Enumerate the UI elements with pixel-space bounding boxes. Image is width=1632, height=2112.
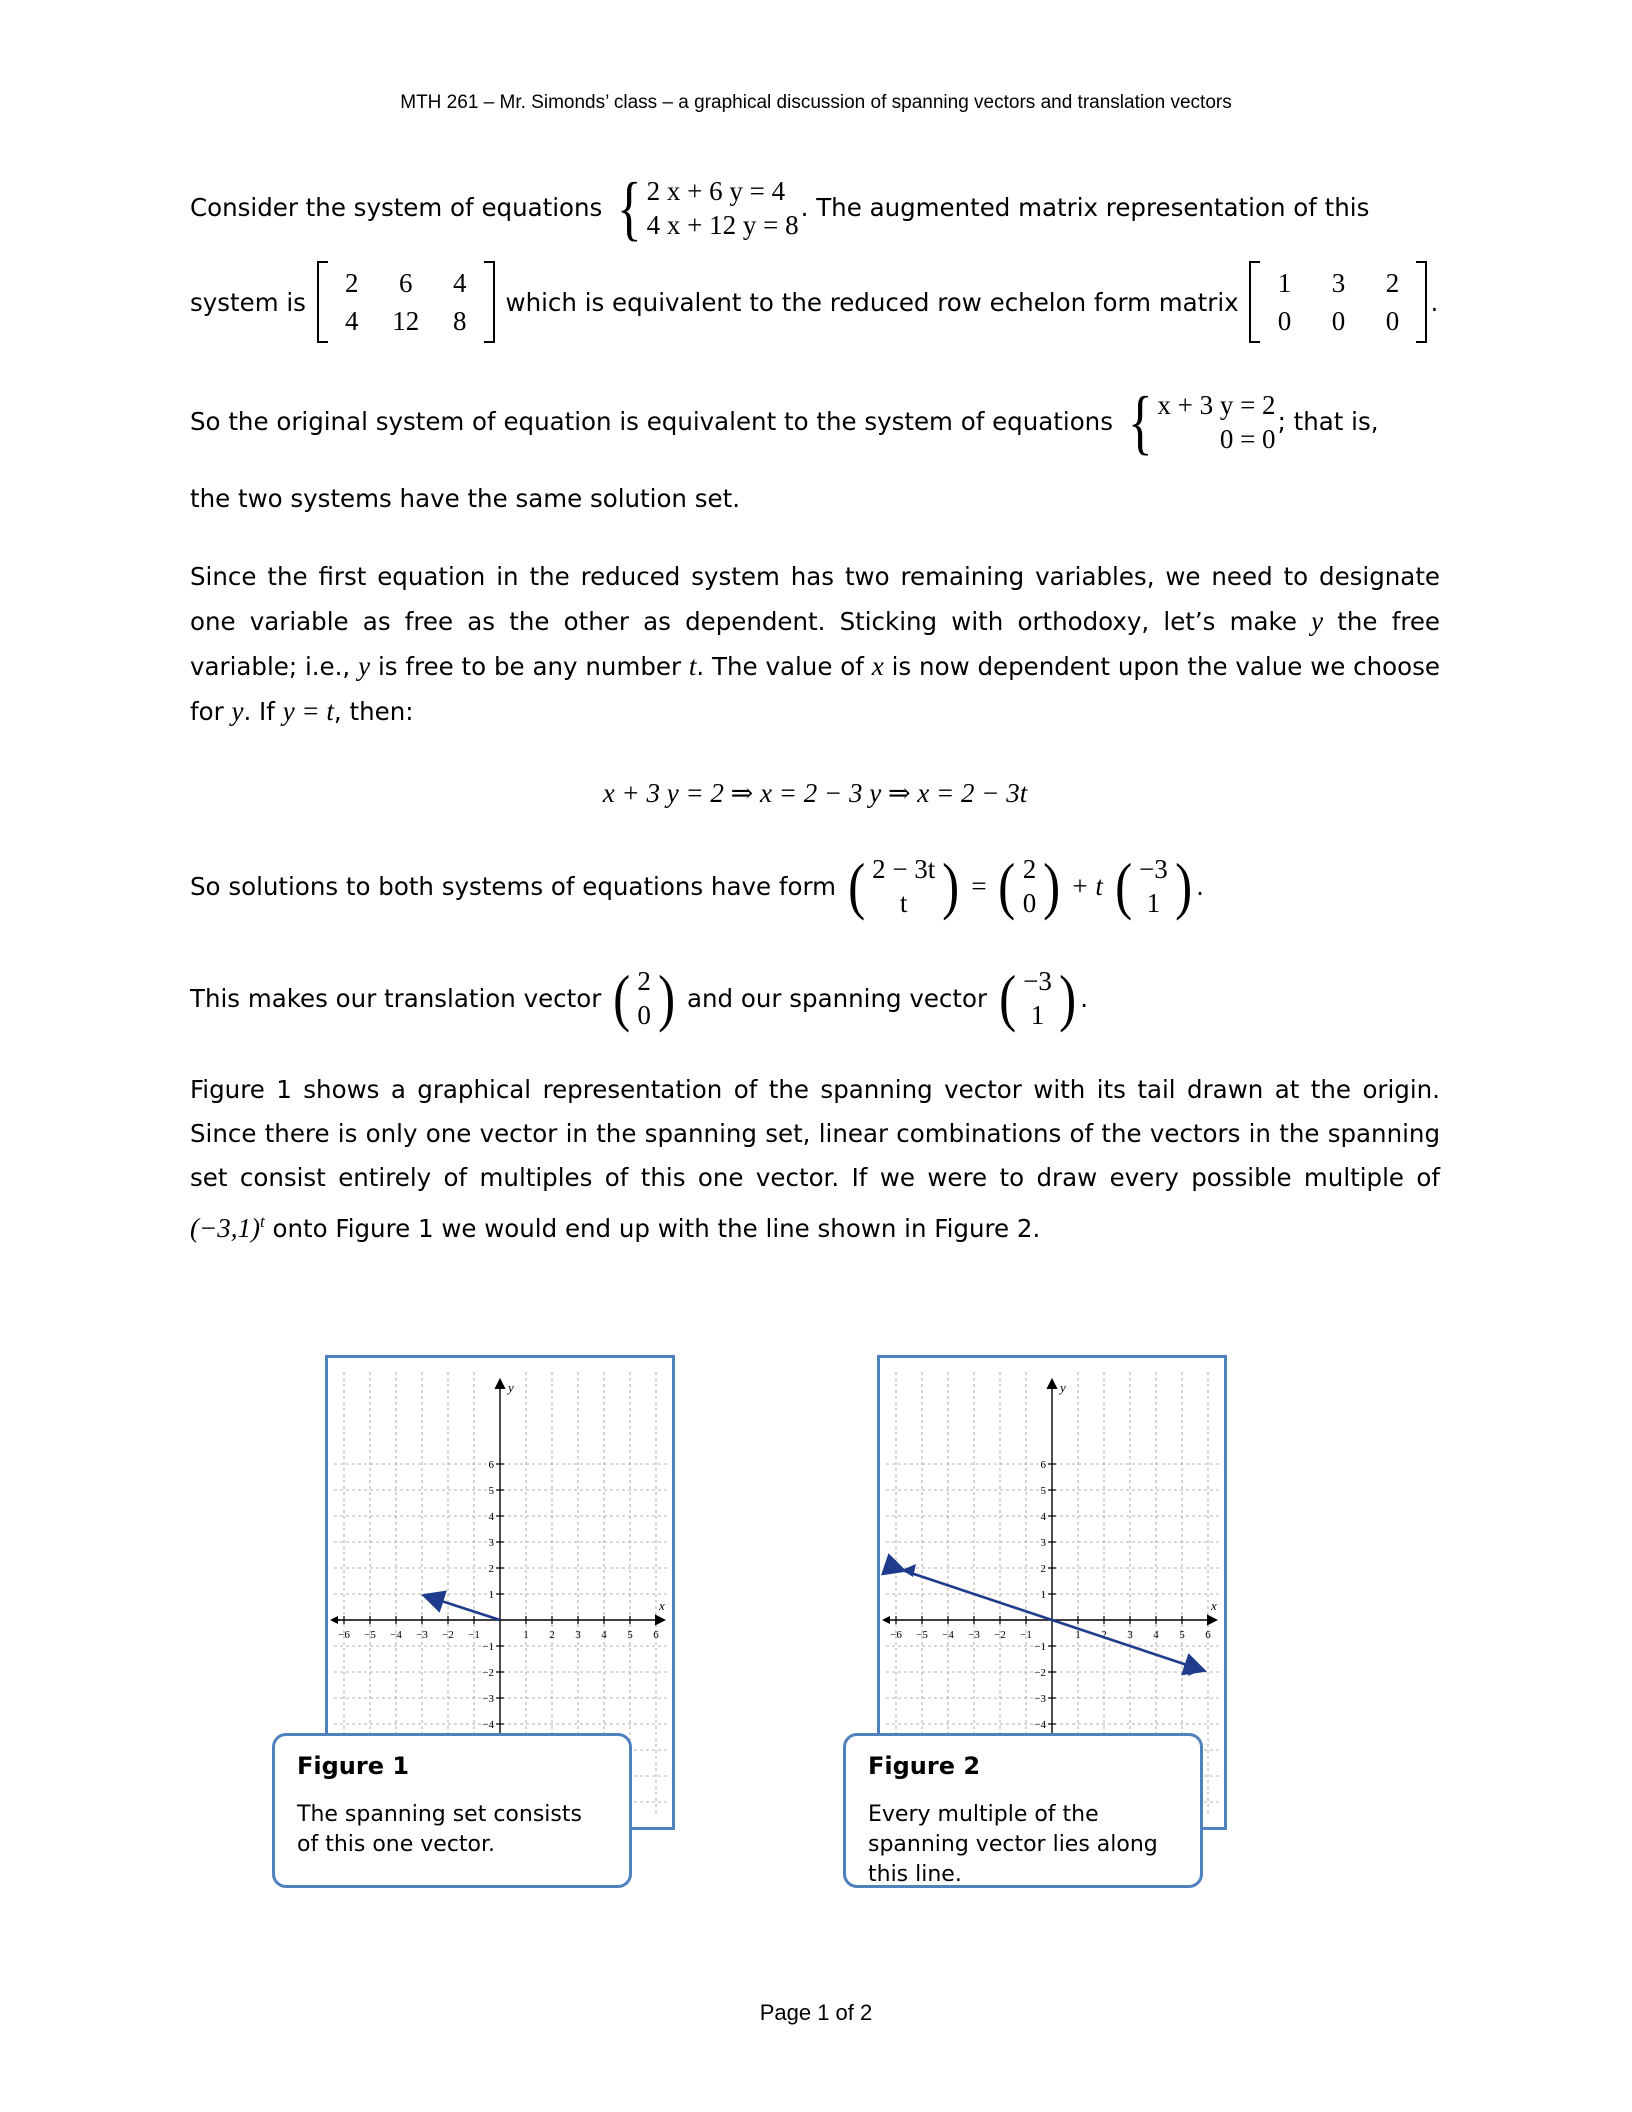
vector-parametric bbox=[846, 849, 962, 921]
svg-text:4: 4 bbox=[1040, 1511, 1046, 1523]
svg-text:2: 2 bbox=[1101, 1629, 1107, 1641]
var-x: x bbox=[871, 651, 884, 681]
svg-text:1: 1 bbox=[1075, 1629, 1081, 1641]
paren-right-icon: ) bbox=[658, 961, 676, 1033]
svg-text:−4: −4 bbox=[1034, 1719, 1046, 1731]
paren-right-icon: ) bbox=[1174, 849, 1192, 921]
paragraph-same-solution-set: the two systems have the same solution set. bbox=[190, 484, 740, 513]
svg-text:−2: −2 bbox=[1034, 1667, 1046, 1679]
svg-text:3: 3 bbox=[1127, 1629, 1133, 1641]
plus-sign: + bbox=[1072, 871, 1088, 901]
svg-text:−3: −3 bbox=[1034, 1693, 1046, 1705]
aug-r0c0: 2 bbox=[344, 268, 359, 298]
paren-right-icon: ) bbox=[1043, 849, 1061, 921]
text-this-makes: This makes our translation vector bbox=[190, 984, 602, 1013]
paragraph-free-variable bbox=[190, 555, 1440, 734]
svg-text:x: x bbox=[1211, 1598, 1217, 1613]
svg-text:−4: −4 bbox=[482, 1719, 494, 1731]
vector-translation-inline bbox=[996, 849, 1062, 921]
trans-top: 2 bbox=[637, 966, 651, 996]
vec-param-bottom: t bbox=[899, 888, 908, 918]
paragraph-matrices bbox=[190, 263, 1440, 345]
bracket-right-icon bbox=[484, 261, 495, 343]
paren-left-icon: ( bbox=[613, 961, 631, 1033]
brace-icon: { bbox=[1127, 381, 1153, 462]
svg-text:3: 3 bbox=[1040, 1537, 1046, 1549]
paren-left-icon: ( bbox=[1114, 849, 1132, 921]
rref-r0c1: 3 bbox=[1331, 268, 1346, 298]
aug-r1c0: 4 bbox=[344, 306, 359, 336]
svg-text:−4: −4 bbox=[390, 1629, 402, 1641]
system-2 bbox=[1123, 381, 1276, 462]
svg-text:−2: −2 bbox=[442, 1629, 454, 1641]
svg-text:−2: −2 bbox=[482, 1667, 494, 1679]
figures-region bbox=[0, 1355, 1632, 1885]
svg-text:4: 4 bbox=[1153, 1629, 1159, 1641]
span-bottom: 1 bbox=[1030, 1000, 1045, 1030]
text-that-is: ; that is, bbox=[1277, 407, 1379, 436]
vector-spanning bbox=[997, 961, 1078, 1033]
text-figure1-shows: Figure 1 shows a graphical representation of the spanning vector with its tail drawn at the origin. Since there is only one vector in the spanning set, linear combinations of the vectors in the spanning set consist entirely of multiples of this one vector. If we were to draw every possible multiple of bbox=[190, 1075, 1440, 1192]
text-consider: Consider the system of equations bbox=[190, 193, 603, 222]
text-the-free: the free variable; i.e., bbox=[190, 607, 1441, 681]
text-and-spanning: and our spanning vector bbox=[687, 984, 988, 1013]
svg-text:6: 6 bbox=[1205, 1629, 1211, 1641]
text-dependent: is now dependent upon the value we choose for bbox=[190, 652, 1440, 726]
rref-r1c0: 0 bbox=[1277, 306, 1292, 336]
paren-left-icon: ( bbox=[847, 849, 865, 921]
text-since-first-eq: Since the first equation in the reduced system has two remaining variables, we need to designate one variable as free as the other as dependent. Sticking with orthodoxy, let’s make bbox=[190, 562, 1440, 636]
bracket-left-icon bbox=[1249, 261, 1260, 343]
var-y-3: y bbox=[231, 696, 244, 726]
svg-text:1: 1 bbox=[523, 1629, 529, 1641]
bracket-left-icon bbox=[317, 261, 328, 343]
svg-text:y: y bbox=[508, 1380, 514, 1395]
paren-left-icon: ( bbox=[998, 961, 1017, 1033]
transpose-superscript: t bbox=[259, 1212, 265, 1231]
svg-text:y: y bbox=[1060, 1380, 1066, 1395]
svg-text:−3: −3 bbox=[968, 1629, 980, 1641]
rref-r1c2: 0 bbox=[1385, 306, 1400, 336]
paragraph-system-intro bbox=[190, 167, 1440, 248]
paren-left-icon: ( bbox=[998, 849, 1016, 921]
vector-notation-base: (−3,1) bbox=[190, 1213, 260, 1243]
paren-right-icon: ) bbox=[1059, 961, 1077, 1033]
svg-text:1: 1 bbox=[1040, 1589, 1046, 1601]
svg-text:−3: −3 bbox=[482, 1693, 494, 1705]
vec-trans-top: 2 bbox=[1022, 854, 1037, 884]
system-2-row-1: x + 3 y = 2 bbox=[1157, 390, 1276, 420]
aug-r0c2: 4 bbox=[452, 268, 467, 298]
text-value-of: . The value of bbox=[696, 652, 864, 681]
svg-text:2: 2 bbox=[549, 1629, 555, 1641]
text-augmented: . The augmented matrix representation of this bbox=[800, 193, 1370, 222]
figure-2-caption bbox=[843, 1733, 1203, 1888]
svg-text:−4: −4 bbox=[942, 1629, 954, 1641]
svg-text:−1: −1 bbox=[468, 1629, 480, 1641]
var-y-2: y bbox=[358, 651, 371, 681]
svg-text:5: 5 bbox=[1179, 1629, 1185, 1641]
svg-text:5: 5 bbox=[627, 1629, 633, 1641]
svg-text:−5: −5 bbox=[916, 1629, 928, 1641]
aug-r0c1: 6 bbox=[398, 268, 413, 298]
svg-text:4: 4 bbox=[601, 1629, 607, 1641]
trans-bottom: 0 bbox=[637, 1000, 651, 1030]
figure-1-caption bbox=[272, 1733, 632, 1888]
paren-right-icon: ) bbox=[942, 849, 960, 921]
aug-r1c2: 8 bbox=[452, 306, 467, 336]
rref-r1c1: 0 bbox=[1331, 306, 1346, 336]
figure-1-caption-title: Figure 1 bbox=[297, 1752, 410, 1780]
svg-text:6: 6 bbox=[488, 1459, 494, 1471]
display-equation-solve-x bbox=[190, 778, 1440, 810]
figure-2-caption-body: Every multiple of the spanning vector lies along this line. bbox=[868, 1802, 1158, 1887]
svg-text:−3: −3 bbox=[416, 1629, 428, 1641]
paragraph-solution-form bbox=[190, 849, 1440, 922]
bracket-right-icon bbox=[1416, 261, 1427, 343]
svg-text:5: 5 bbox=[488, 1485, 494, 1497]
page-footer: Page 1 of 2 bbox=[759, 2000, 873, 2025]
aug-r1c1: 12 bbox=[392, 306, 420, 336]
svg-text:5: 5 bbox=[1040, 1485, 1046, 1497]
figure-2-caption-title: Figure 2 bbox=[868, 1752, 981, 1780]
display-equation-text: x + 3 y = 2 ⇒ x = 2 − 3 y ⇒ x = 2 − 3t bbox=[602, 778, 1028, 808]
span-top: −3 bbox=[1023, 966, 1052, 996]
text-period-3: . bbox=[1080, 984, 1088, 1013]
svg-text:x: x bbox=[659, 1598, 665, 1613]
rref-r0c2: 2 bbox=[1385, 268, 1400, 298]
svg-text:−6: −6 bbox=[338, 1629, 350, 1641]
var-t: t bbox=[688, 651, 697, 681]
text-period-1: . bbox=[1430, 288, 1439, 317]
eq-y-equals-t: y = t bbox=[282, 696, 334, 726]
system-1 bbox=[612, 167, 799, 248]
svg-text:−1: −1 bbox=[1020, 1629, 1032, 1641]
rref-r0c0: 1 bbox=[1277, 268, 1292, 298]
system-2-row-2: 0 = 0 bbox=[1219, 424, 1276, 454]
text-if: . If bbox=[243, 697, 275, 726]
text-onto-figure1: onto Figure 1 we would end up with the line shown in Figure 2. bbox=[272, 1214, 1041, 1243]
document-body bbox=[190, 167, 1441, 1251]
vec-span-bottom: 1 bbox=[1146, 888, 1161, 918]
rref-matrix bbox=[1249, 261, 1427, 343]
svg-text:6: 6 bbox=[1040, 1459, 1046, 1471]
vector-translation bbox=[611, 961, 677, 1033]
svg-text:4: 4 bbox=[488, 1511, 494, 1523]
vec-param-top: 2 − 3t bbox=[872, 854, 936, 884]
figure-1-caption-body: The spanning set consists of this one vector. bbox=[297, 1802, 582, 1857]
text-period-2: . bbox=[1196, 872, 1204, 901]
vec-trans-bottom: 0 bbox=[1022, 888, 1037, 918]
svg-text:6: 6 bbox=[653, 1629, 659, 1641]
paragraph-figures-intro bbox=[190, 1068, 1440, 1251]
svg-text:3: 3 bbox=[488, 1537, 494, 1549]
scalar-t: t bbox=[1095, 871, 1103, 901]
system-1-row-2: 4 x + 12 y = 8 bbox=[646, 210, 799, 240]
svg-text:2: 2 bbox=[1040, 1563, 1046, 1575]
text-then: , then: bbox=[333, 697, 414, 726]
vector-notation-transpose bbox=[190, 1213, 265, 1243]
vec-span-top: −3 bbox=[1139, 854, 1168, 884]
svg-text:−2: −2 bbox=[994, 1629, 1006, 1641]
svg-text:−1: −1 bbox=[482, 1641, 494, 1653]
augmented-matrix bbox=[317, 261, 495, 343]
equals-sign: = bbox=[971, 871, 987, 901]
paragraph-equivalent-system bbox=[190, 381, 1440, 462]
paragraph-translation-spanning bbox=[190, 961, 1440, 1034]
text-is-free: is free to be any number bbox=[377, 652, 682, 681]
svg-text:1: 1 bbox=[488, 1589, 494, 1601]
page-header: MTH 261 – Mr. Simonds’ class – a graphical discussion of spanning vectors and translation vectors bbox=[400, 92, 1232, 113]
text-which-equivalent: which is equivalent to the reduced row echelon form matrix bbox=[505, 288, 1239, 317]
svg-text:−6: −6 bbox=[890, 1629, 902, 1641]
text-so-solutions: So solutions to both systems of equations have form bbox=[190, 872, 836, 901]
vector-spanning-inline bbox=[1113, 849, 1194, 921]
svg-text:2: 2 bbox=[488, 1563, 494, 1575]
system-1-row-1: 2 x + 6 y = 4 bbox=[646, 176, 786, 206]
brace-icon: { bbox=[616, 167, 642, 248]
text-so-original: So the original system of equation is equivalent to the system of equations bbox=[190, 407, 1113, 436]
text-system-is: system is bbox=[190, 288, 306, 317]
svg-text:3: 3 bbox=[575, 1629, 581, 1641]
var-y-1: y bbox=[1311, 606, 1324, 636]
svg-text:−5: −5 bbox=[364, 1629, 376, 1641]
svg-text:−1: −1 bbox=[1034, 1641, 1046, 1653]
